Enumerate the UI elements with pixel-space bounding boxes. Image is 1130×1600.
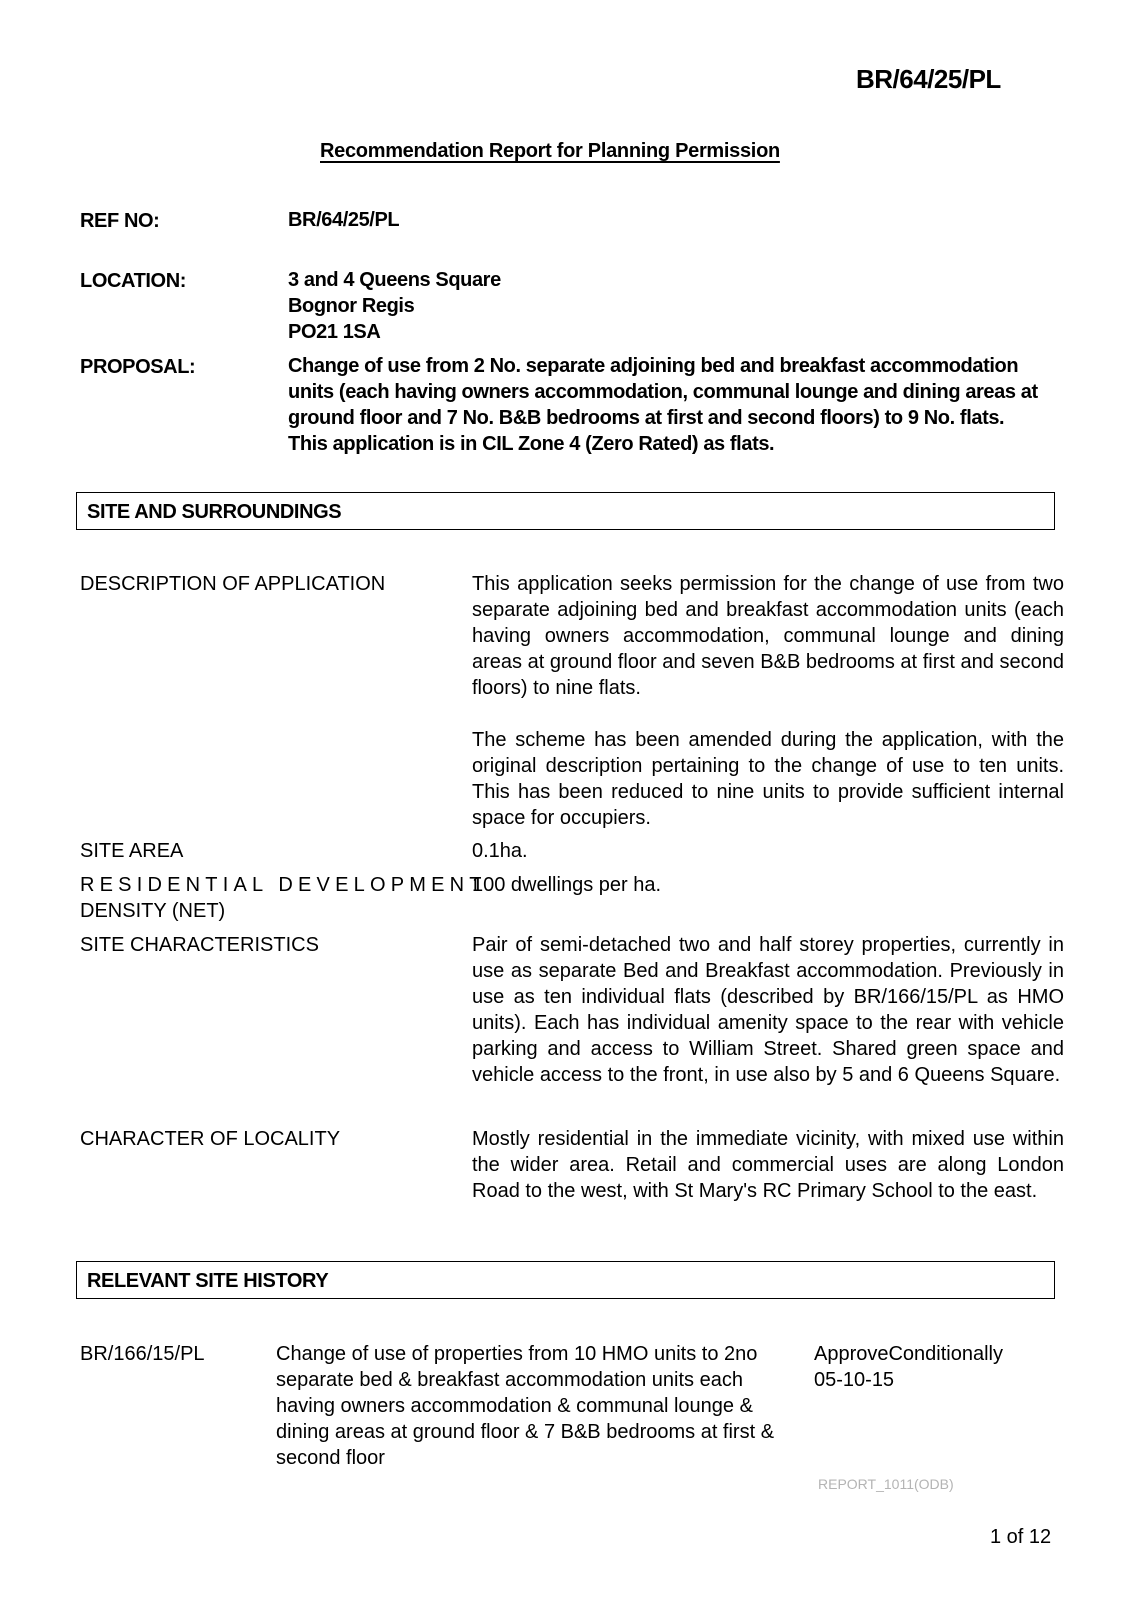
history-row-description <box>276 1341 774 1471</box>
density-label-line1: RESIDENTIAL DEVELOPMENT <box>80 874 487 896</box>
history-row-date: 05-10-15 <box>814 1369 895 1391</box>
site-area-value: 0.1ha. <box>472 840 528 862</box>
history-description-line: separate bed & breakfast accommodation units each <box>276 1369 743 1391</box>
location-label: LOCATION: <box>80 270 187 292</box>
proposal-line: ground floor and 7 No. B&B bedrooms at first and second floors) to 9 No. flats. <box>288 407 1005 429</box>
proposal-line: Change of use from 2 No. separate adjoining bed and breakfast accommodation <box>288 355 1019 377</box>
site-section-heading: SITE AND SURROUNDINGS <box>87 501 342 523</box>
history-description-line: having owners accommodation & communal lounge & <box>276 1395 753 1417</box>
site-section-heading-box <box>76 492 1055 530</box>
description-paragraph-1: This application seeks permission for the change of use from two separate adjoining bed and breakfast accommodation units (each having owners accommodation, communal lounge and dining areas at ground floor and seven B&B bedrooms at first and second floors) to nine flats. <box>472 573 1064 699</box>
report-code: REPORT_1011(ODB) <box>818 1476 954 1492</box>
history-description-line: Change of use of properties from 10 HMO units to 2no <box>276 1343 758 1365</box>
locality-value: Mostly residential in the immediate vicinity, with mixed use within the wider area. Retail and commercial uses are along London Road to the west, with St Mary's RC Primary School to the east. <box>472 1128 1064 1202</box>
locality-label: CHARACTER OF LOCALITY <box>80 1128 341 1150</box>
header-reference: BR/64/25/PL <box>856 64 1001 94</box>
site-characteristics-value: Pair of semi-detached two and half storey properties, currently in use as separate Bed and Breakfast accommodation. Previously in use as ten individual flats (described by BR/166/15/PL as HMO units). Each has individual amenity space to the rear with vehicle parking and access to William Street. Shared green space and vehicle access to the front, in use also by 5 and 6 Queens Square. <box>472 934 1064 1086</box>
ref-label: REF NO: <box>80 210 160 232</box>
description-label: DESCRIPTION OF APPLICATION <box>80 573 386 595</box>
location-value <box>288 267 501 345</box>
description-paragraph-2: The scheme has been amended during the application, with the original description pertaining to the change of use to ten units. This has been reduced to nine units to provide sufficient internal space for occupiers. <box>472 729 1064 829</box>
history-description-line: dining areas at ground floor & 7 B&B bedrooms at first & <box>276 1421 775 1443</box>
page-number: 1 of 12 <box>990 1526 1052 1548</box>
history-row-decision: ApproveConditionally <box>814 1343 1004 1365</box>
report-title: Recommendation Report for Planning Permission <box>320 140 780 162</box>
history-section-heading: RELEVANT SITE HISTORY <box>87 1270 329 1292</box>
proposal-line: units (each having owners accommodation, communal lounge and dining areas at <box>288 381 1038 403</box>
location-line: Bognor Regis <box>288 295 415 317</box>
site-area-label: SITE AREA <box>80 840 184 862</box>
site-characteristics-label: SITE CHARACTERISTICS <box>80 934 319 956</box>
location-line: 3 and 4 Queens Square <box>288 269 501 291</box>
history-row-ref: BR/166/15/PL <box>80 1343 205 1365</box>
proposal-value <box>288 353 1038 457</box>
location-line: PO21 1SA <box>288 321 381 343</box>
proposal-line: This application is in CIL Zone 4 (Zero Rated) as flats. <box>288 433 775 455</box>
density-value: 100 dwellings per ha. <box>472 874 662 896</box>
proposal-label: PROPOSAL: <box>80 356 196 378</box>
history-description-line: second floor <box>276 1447 385 1469</box>
history-section-heading-box <box>76 1261 1055 1299</box>
density-label-line2: DENSITY (NET) <box>80 900 226 922</box>
ref-value: BR/64/25/PL <box>288 209 400 231</box>
